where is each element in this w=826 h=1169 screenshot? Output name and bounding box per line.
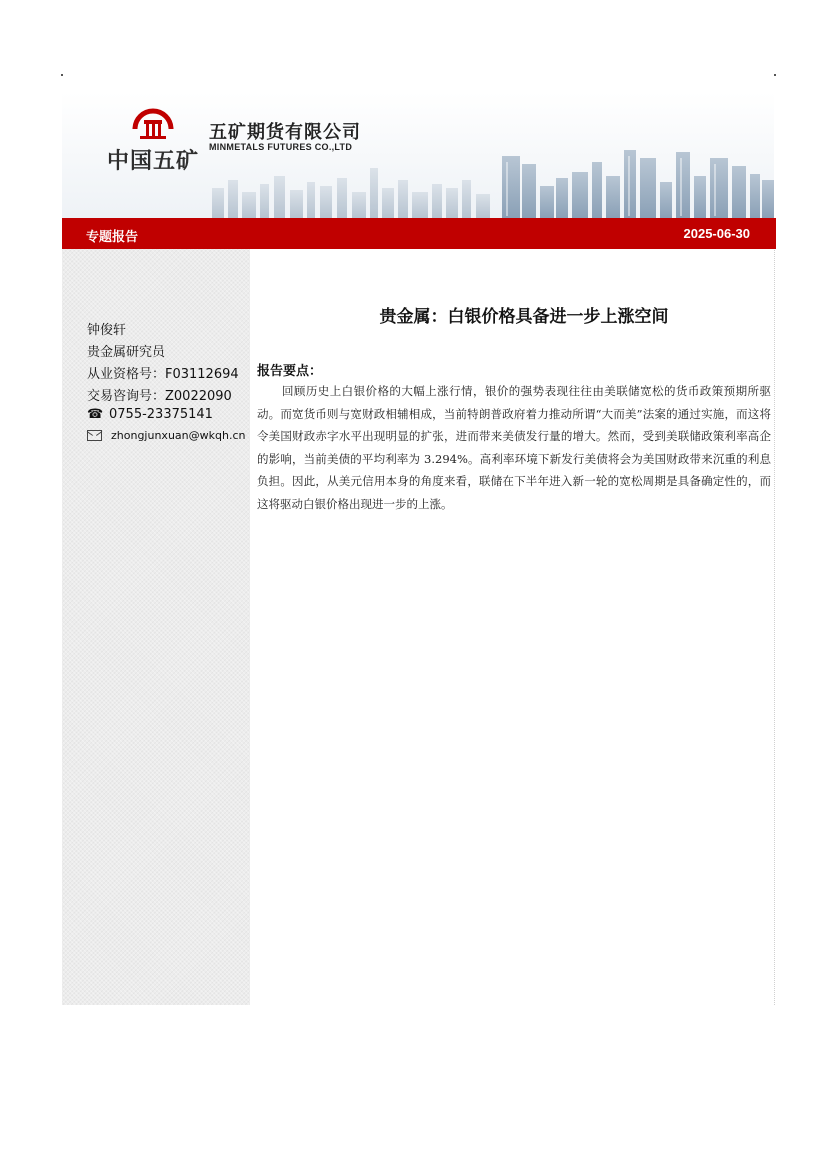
page-header [62,92,774,218]
analyst-phone: 0755-23375141 [109,407,213,422]
crop-mark-left [61,74,63,76]
analyst-consult-number: 交易咨询号：Z0022090 [87,389,232,404]
analyst-phone-row [87,407,213,422]
analyst-qualification: 从业资格号：F03112694 [87,367,239,382]
analyst-email-row [87,429,245,442]
key-points-heading: 报告要点： [257,364,323,379]
key-points-paragraph: 回顾历史上白银价格的大幅上涨行情，银价的强势表现往往由美联储宽松的货币政策预期所驱动。而宽货币则与宽财政相辅相成，当前特朗普政府着力推动所谓“大而美”法案的通过实施，而这将令美国财政赤字水平出现明显的扩张，进而带来美债发行量的增大。然而，受到美联储政策利率高企的影响，当前美债的平均利率为 3.294%。高利率环境下新发行美债将会为美国财政带来沉重的利息负担。因此，从美元信用本身的角度来看，联储在下半年进入新一轮的宽松周期是具备确定性的，而这将驱动白银价格出现进一步的上涨。 [257,384,771,511]
report-date: 2025-06-30 [683,226,750,241]
report-title: 贵金属：白银价格具备进一步上涨空间 [379,307,669,327]
report-type-label: 专题报告 [86,230,139,245]
crop-mark-right [774,74,776,76]
logo-chinese-name: 中国五矿 [107,149,200,174]
analyst-name: 钟俊轩 [87,323,127,338]
company-emblem-logo [132,107,174,141]
content-border [774,250,775,1005]
phone-icon: ☎ [87,407,104,422]
mail-icon [87,430,102,441]
analyst-email[interactable]: zhongjunxuan@wkqh.cn [111,429,246,442]
company-name-english: MINMETALS FUTURES CO.,LTD [209,142,353,152]
report-type-bar [62,218,776,249]
company-name-chinese: 五矿期货有限公司 [209,122,361,143]
analyst-role: 贵金属研究员 [87,345,166,360]
analyst-sidebar [62,249,250,1005]
